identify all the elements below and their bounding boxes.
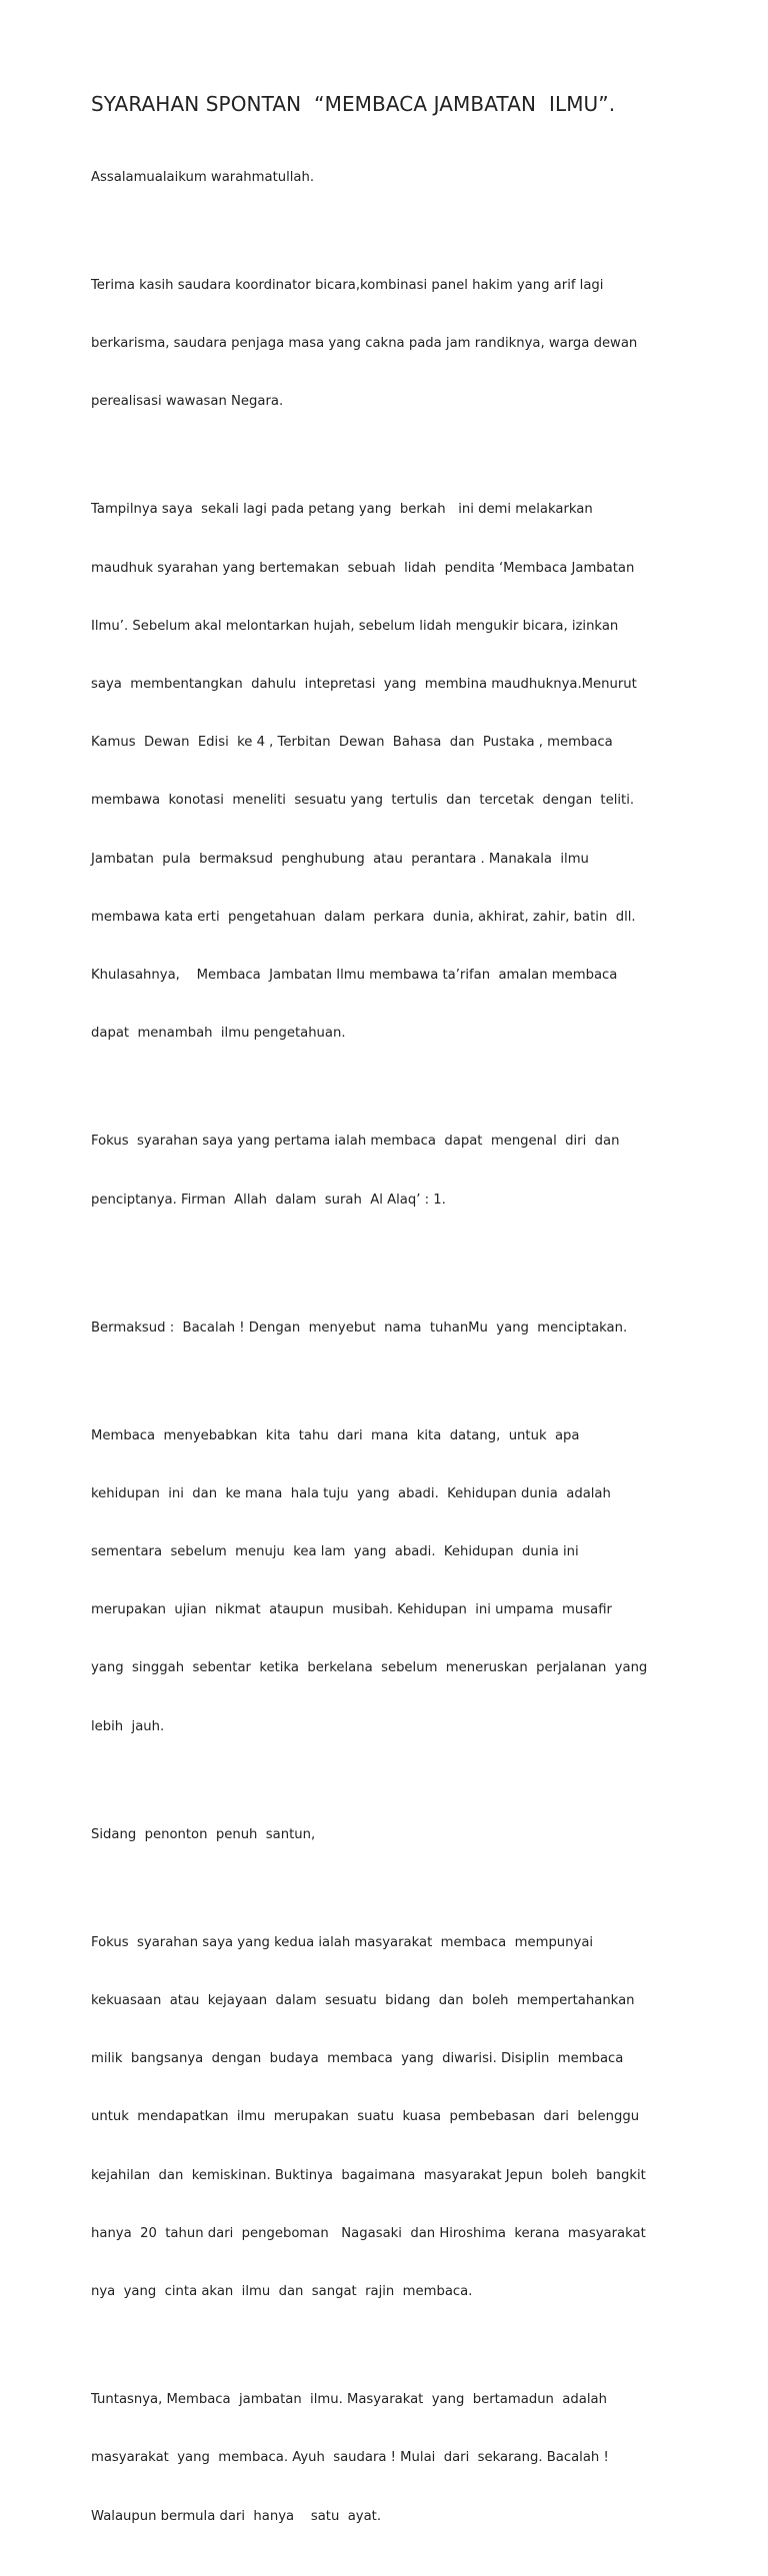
document-title: SYARAHAN SPONTAN “MEMBACA JAMBATAN ILMU”.: [91, 92, 616, 116]
paragraph-line: Khulasahnya, Membaca Jambatan Ilmu membawa ta’rifan amalan membaca: [91, 968, 618, 984]
paragraph-line: merupakan ujian nikmat ataupun musibah. Kehidupan ini umpama musafir: [91, 1602, 612, 1618]
first-focus-paragraph: [91, 1094, 677, 1249]
acknowledgement-paragraph: [91, 237, 677, 450]
document-page: [91, 91, 677, 2576]
paragraph-line: Jambatan pula bermaksud penghubung atau perantara . Manakala ilmu: [91, 851, 589, 867]
paragraph-line: Fokus syarahan saya yang kedua ialah masyarakat membaca mempunyai: [91, 1934, 594, 1950]
paragraph-line: Fokus syarahan saya yang pertama ialah membaca dapat mengenal diri dan: [91, 1134, 620, 1150]
paragraph-line: kehidupan ini dan ke mana hala tuju yang abadi. Kehidupan dunia adalah: [91, 1485, 611, 1501]
paragraph-line: Tuntasnya, Membaca jambatan ilmu. Masyarakat yang bertamadun adalah: [91, 2392, 607, 2408]
paragraph-line: membawa kata erti pengetahuan dalam perkara dunia, akhirat, zahir, batin dll.: [91, 909, 636, 925]
paragraph-line: Kamus Dewan Edisi ke 4 , Terbitan Dewan Bahasa dan Pustaka , membaca: [91, 735, 613, 751]
paragraph-line: hanya 20 tahun dari pengeboman Nagasaki dan Hiroshima kerana masyarakat: [91, 2225, 646, 2241]
paragraph-line: Assalamualaikum warahmatullah.: [91, 169, 315, 185]
paragraph-line: untuk mendapatkan ilmu merupakan suatu kuasa pembebasan dari belenggu: [91, 2109, 640, 2125]
paragraph-line: milik bangsanya dengan budaya membaca yang diwarisi. Disiplin membaca: [91, 2051, 624, 2067]
paragraph-line: lebih jauh.: [91, 1718, 165, 1734]
paragraph-line: Sidang penonton penuh santun,: [91, 1826, 316, 1842]
introduction-paragraph: [91, 462, 677, 1083]
paragraph-line: Bermaksud : Bacalah ! Dengan menyebut nama tuhanMu yang menciptakan.: [91, 1319, 628, 1335]
conclusion-paragraph: [91, 2351, 677, 2564]
paragraph-line: perealisasi wawasan Negara.: [91, 394, 284, 410]
meaning-paragraph: [91, 1280, 677, 1376]
paragraph-line: nya yang cinta akan ilmu dan sangat rajin membaca.: [91, 2284, 473, 2300]
paragraph-line: Ilmu’. Sebelum akal melontarkan hujah, sebelum lidah mengukir bicara, izinkan: [91, 618, 619, 634]
paragraph-line: masyarakat yang membaca. Ayuh saudara ! Mulai dari sekarang. Bacalah !: [91, 2450, 609, 2466]
paragraph-line: penciptanya. Firman Allah dalam surah Al Alaq’ : 1.: [91, 1192, 446, 1208]
reading-life-paragraph: [91, 1387, 677, 1775]
paragraph-line: saya membentangkan dahulu intepretasi yang membina maudhuknya.Menurut: [91, 676, 637, 692]
paragraph-line: Tampilnya saya sekali lagi pada petang yang berkah ini demi melakarkan: [91, 502, 593, 518]
audience-address-paragraph: [91, 1786, 677, 1883]
paragraph-line: kejahilan dan kemiskinan. Buktinya bagaimana masyarakat Jepun boleh bangkit: [91, 2167, 646, 2183]
paragraph-line: yang singgah sebentar ketika berkelana sebelum meneruskan perjalanan yang: [91, 1660, 648, 1676]
paragraph-line: membawa konotasi meneliti sesuatu yang tertulis dan tercetak dengan teliti.: [91, 793, 635, 809]
paragraph-line: dapat menambah ilmu pengetahuan.: [91, 1026, 346, 1042]
paragraph-line: sementara sebelum menuju kea lam yang abadi. Kehidupan dunia ini: [91, 1544, 579, 1560]
paragraph-line: maudhuk syarahan yang bertemakan sebuah lidah pendita ‘Membaca Jambatan: [91, 560, 635, 576]
paragraph-line: berkarisma, saudara penjaga masa yang cakna pada jam randiknya, warga dewan: [91, 336, 638, 352]
paragraph-line: Terima kasih saudara koordinator bicara,kombinasi panel hakim yang arif lagi: [91, 277, 604, 293]
paragraph-line: Walaupun bermula dari hanya satu ayat.: [91, 2508, 382, 2524]
second-focus-paragraph: [91, 1894, 677, 2340]
greeting-paragraph: [91, 129, 677, 226]
paragraph-line: kekuasaan atau kejayaan dalam sesuatu bidang dan boleh mempertahankan: [91, 1992, 635, 2008]
paragraph-line: Membaca menyebabkan kita tahu dari mana kita datang, untuk apa: [91, 1427, 580, 1443]
